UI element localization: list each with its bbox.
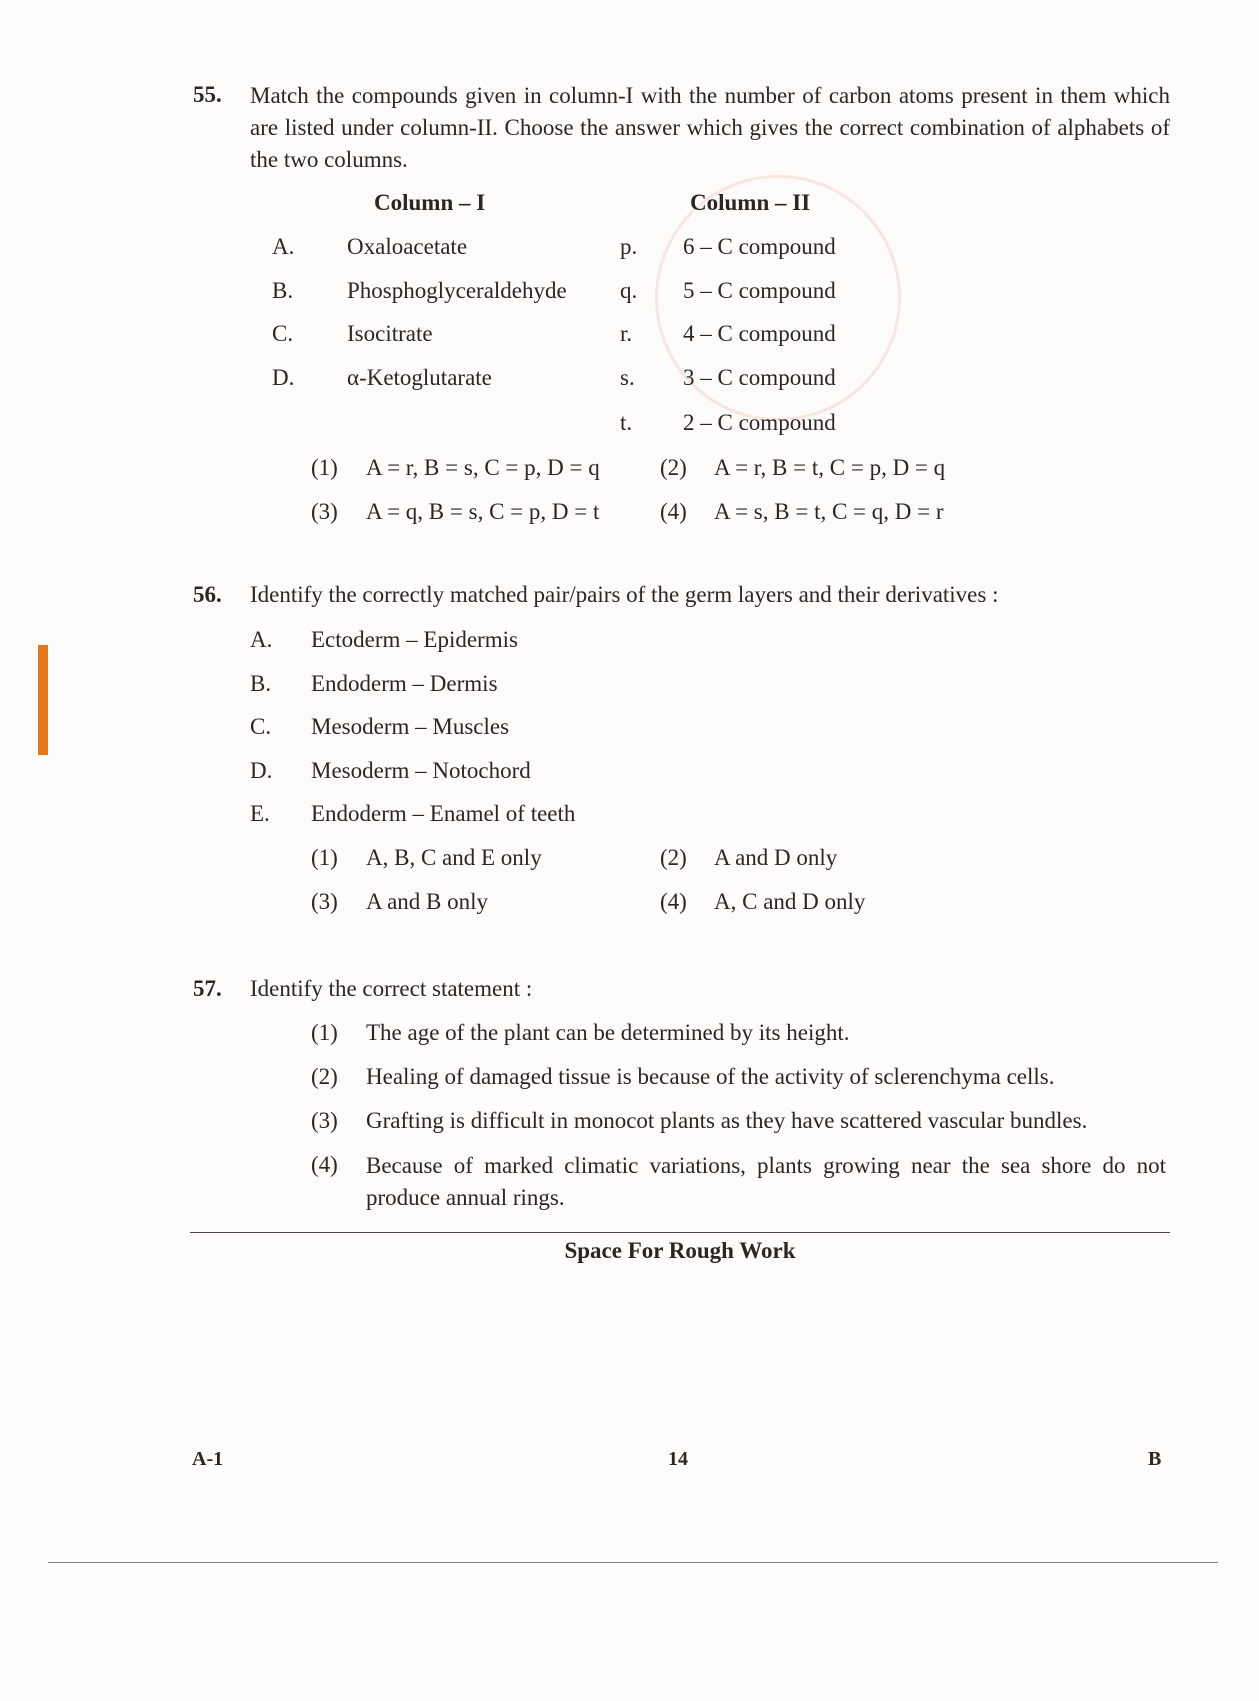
booklet-series: B xyxy=(1148,1448,1162,1470)
option-2[interactable]: Healing of damaged tissue is because of the activity of sclerenchyma cells. xyxy=(366,1064,1055,1089)
option-3[interactable]: A and B only xyxy=(366,889,489,914)
col2-value: 2 – C compound xyxy=(683,410,836,435)
col1-label: D. xyxy=(272,365,295,390)
col1-value: α-Ketoglutarate xyxy=(347,365,492,390)
question-text: Match the compounds given in column-I with the number of carbon atoms present in them which are listed under column-II. Choose the answer which gives the correct combination of alphabets of the two columns. xyxy=(250,83,1170,172)
question-text: Identify the correctly matched pair/pairs of the germ layers and their derivatives : xyxy=(250,582,999,607)
option-number: (4) xyxy=(311,1152,338,1177)
col2-label: t. xyxy=(620,410,633,435)
column-1-header: Column – I xyxy=(374,190,486,215)
col2-label: q. xyxy=(620,278,638,303)
option-number: (3) xyxy=(311,499,338,524)
option-number: (1) xyxy=(311,1020,338,1045)
option-number: (2) xyxy=(311,1064,338,1089)
rough-work-caption: Space For Rough Work xyxy=(564,1238,796,1263)
col1-label: A. xyxy=(272,234,295,259)
col2-value: 5 – C compound xyxy=(683,278,836,303)
col2-value: 6 – C compound xyxy=(683,234,836,259)
question-number: 55. xyxy=(193,82,222,107)
question-text: Identify the correct statement : xyxy=(250,976,533,1001)
option-4[interactable]: A, C and D only xyxy=(714,889,866,914)
footer-code: A-1 xyxy=(192,1448,224,1470)
item-label: B. xyxy=(250,671,272,696)
option-number: (4) xyxy=(660,499,687,524)
question-number: 56. xyxy=(193,582,222,607)
divider-line xyxy=(190,1232,1170,1233)
option-number: (4) xyxy=(660,889,687,914)
option-number: (3) xyxy=(311,889,338,914)
option-number: (3) xyxy=(311,1108,338,1133)
item-value: Endoderm – Enamel of teeth xyxy=(311,801,576,826)
question-number: 57. xyxy=(193,976,222,1001)
item-value: Endoderm – Dermis xyxy=(311,671,498,696)
col2-value: 4 – C compound xyxy=(683,321,836,346)
option-2[interactable]: A and D only xyxy=(714,845,838,870)
option-number: (2) xyxy=(660,845,687,870)
col1-value: Oxaloacetate xyxy=(347,234,468,259)
item-value: Ectoderm – Epidermis xyxy=(311,627,518,652)
item-label: D. xyxy=(250,758,273,783)
col1-label: C. xyxy=(272,321,294,346)
col2-label: p. xyxy=(620,234,638,259)
option-1[interactable]: A, B, C and E only xyxy=(366,845,542,870)
option-number: (1) xyxy=(311,845,338,870)
col1-value: Phosphoglyceraldehyde xyxy=(347,278,567,303)
bottom-edge-line xyxy=(48,1562,1218,1563)
page-number: 14 xyxy=(668,1448,688,1470)
option-4[interactable]: Because of marked climatic variations, plants growing near the sea shore do not produce annual rings. xyxy=(366,1153,1166,1210)
col2-value: 3 – C compound xyxy=(683,365,836,390)
option-number: (1) xyxy=(311,455,338,480)
item-label: C. xyxy=(250,714,272,739)
item-label: A. xyxy=(250,627,273,652)
option-number: (2) xyxy=(660,455,687,480)
col1-label: B. xyxy=(272,278,294,303)
option-3[interactable]: Grafting is difficult in monocot plants as they have scattered vascular bundles. xyxy=(366,1108,1088,1133)
col2-label: s. xyxy=(620,365,635,390)
option-1[interactable]: The age of the plant can be determined by its height. xyxy=(366,1020,850,1045)
option-2[interactable]: A = r, B = t, C = p, D = q xyxy=(714,455,946,480)
col1-value: Isocitrate xyxy=(347,321,433,346)
col2-label: r. xyxy=(620,321,633,346)
item-label: E. xyxy=(250,801,270,826)
option-1[interactable]: A = r, B = s, C = p, D = q xyxy=(366,455,600,480)
page-edge-mark xyxy=(38,645,48,755)
option-4[interactable]: A = s, B = t, C = q, D = r xyxy=(714,499,944,524)
option-3[interactable]: A = q, B = s, C = p, D = t xyxy=(366,499,600,524)
item-value: Mesoderm – Muscles xyxy=(311,714,510,739)
item-value: Mesoderm – Notochord xyxy=(311,758,531,783)
column-2-header: Column – II xyxy=(690,190,811,215)
